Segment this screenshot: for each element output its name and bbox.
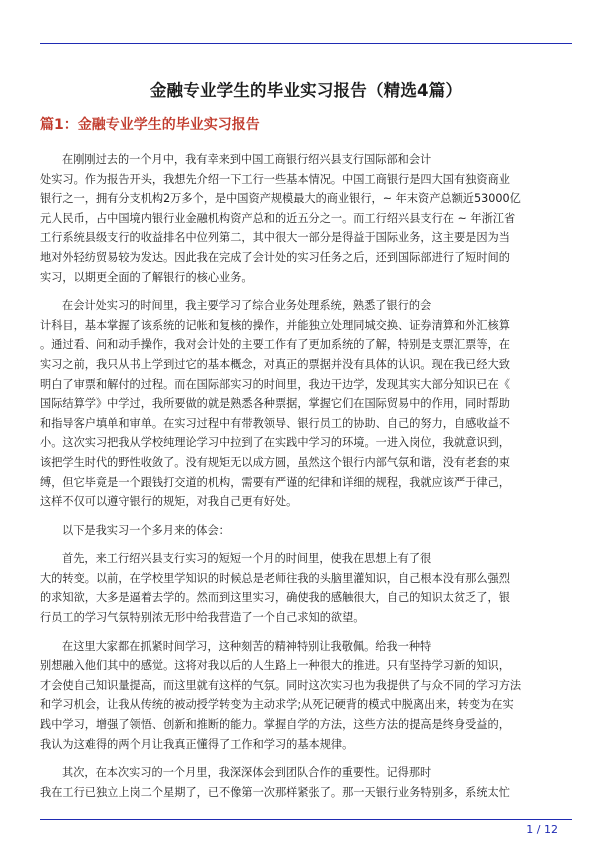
paragraph-line: 以下是我实习一个多月来的体会： [62, 523, 230, 537]
document-body [40, 150, 572, 811]
paragraph-line: 。通过看、问和动手操作，我对会计处的主要工作有了更加系统的了解，特别是支票汇票等，在 [40, 338, 510, 352]
paragraph-line: 其次，在本次实习的一个月里，我深深体会到团队合作的重要性。记得那时 [62, 766, 432, 780]
paragraph-line: 实习，以期更全面的了解银行的核心业务。 [40, 270, 253, 284]
paragraph-line: 实习之前，我只从书上学到过它的基本概念，对真正的票据并没有具体的认识。现在我已经大致 [40, 357, 510, 371]
paragraph-line: 该把学生时代的野性收敛了。没有规矩无以成方圆，虽然这个银行内部气氛和谐，没有老套的束 [40, 455, 510, 469]
paragraph-line: 工行系统县级支行的收益排名中位列第二，其中很大一部分是得益于国际业务，这主要是因为当 [40, 231, 510, 245]
paragraph-line: 处实习。作为报告开头，我想先介绍一下工行一些基本情况。中国工商银行是四大国有独资商业 [40, 172, 510, 186]
page-number: 1 / 12 [526, 823, 558, 836]
paragraph-line: 元人民币，占中国境内银行业金融机构资产总和的近五分之一。而工行绍兴县支行在 ~ 年浙江省 [40, 211, 516, 225]
paragraph-line: 在会计处实习的时间里，我主要学习了综合业务处理系统，熟悉了银行的会 [62, 299, 432, 313]
paragraph [40, 296, 572, 512]
paragraph-line: 才会使自己知识量提高，而这里就有这样的气氛。同时这次实习也为我提供了与众不同的学习方法 [40, 678, 522, 692]
paragraph-line: 和指导客户填单和审单。在实习过程中有带教领导、银行员工的协助、自己的努力，自感收益不 [40, 416, 510, 430]
paragraph-line: 小。这次实习把我从学校纯理论学习中拉到了在实践中学习的环境。一进入岗位，我就意识到， [40, 436, 510, 450]
paragraph-line: 别想融入他们其中的感觉。这将对我以后的人生路上一种很大的推进。只有坚持学习新的知识， [40, 659, 510, 673]
paragraph-line: 首先，来工行绍兴县支行实习的短短一个月的时间里，使我在思想上有了很 [62, 552, 432, 566]
paragraph-line: 地对外轻纺贸易较为发达。因此我在完成了会计处的实习任务之后，还到国际部进行了短时间的 [40, 250, 510, 264]
paragraph-line: 这样不仅可以遵守银行的规矩，对我自己更有好处。 [40, 495, 298, 509]
paragraph-line: 我认为这难得的两个月让我真正懂得了工作和学习的基本规律。 [40, 737, 354, 751]
paragraph-line: 我在工行已独立上岗二个星期了，已不像第一次那样紧张了。那一天银行业务特别多，系统太忙 [40, 785, 510, 799]
paragraph-line: 和学习机会，让我从传统的被动授学转变为主动求学;从死记硬背的模式中脱离出来，转变为在实 [40, 698, 514, 712]
paragraph [40, 637, 572, 755]
paragraph-line: 的求知欲，大多是逼着去学的。然而到这里实习，确使我的感触很大，自己的知识太贫乏了，银 [40, 591, 510, 605]
paragraph-line: 践中学习，增强了领悟、创新和推断的能力。掌握自学的方法，这些方法的提高是终身受益的， [40, 718, 510, 732]
paragraph-line: 缚，但它毕竟是一个跟钱打交道的机构，需要有严谨的纪律和详细的规程，我就应该严于律己， [40, 475, 510, 489]
header-rule [40, 43, 572, 44]
paragraph-line: 明白了审票和解付的过程。而在国际部实习的时间里，我边干边学，发现其实大部分知识已在《 [40, 377, 510, 391]
paragraph-line: 计科目，基本掌握了该系统的记帐和复核的操作，并能独立处理同城交换、证券清算和外汇核算 [40, 318, 510, 332]
paragraph [40, 763, 572, 802]
document-title: 金融专业学生的毕业实习报告（精选4篇） [149, 81, 463, 100]
paragraph-line: 大的转变。以前，在学校里学知识的时候总是老师往我的头脑里灌知识，自己根本没有那么强烈 [40, 571, 510, 585]
section-heading: 篇1：金融专业学生的毕业实习报告 [40, 117, 260, 133]
paragraph [40, 521, 572, 541]
paragraph-line: 行员工的学习气氛特别浓无形中给我营造了一个自己求知的欲望。 [40, 611, 365, 625]
paragraph [40, 150, 572, 287]
paragraph-line: 国际结算学》中学过，我所要做的就是熟悉各种票据，掌握它们在国际贸易中的作用，同时帮助 [40, 397, 510, 411]
paragraph-line: 银行之一，拥有分支机构2万多个，是中国资产规模最大的商业银行，~ 年末资产总额近53000亿 [40, 192, 521, 206]
paragraph-line: 在这里大家都在抓紧时间学习，这种刻苦的精神特别让我敬佩。给我一种特 [62, 639, 432, 653]
footer-rule [40, 819, 572, 820]
paragraph-line: 在刚刚过去的一个月中，我有幸来到中国工商银行绍兴县支行国际部和会计 [62, 153, 432, 166]
paragraph [40, 549, 572, 627]
